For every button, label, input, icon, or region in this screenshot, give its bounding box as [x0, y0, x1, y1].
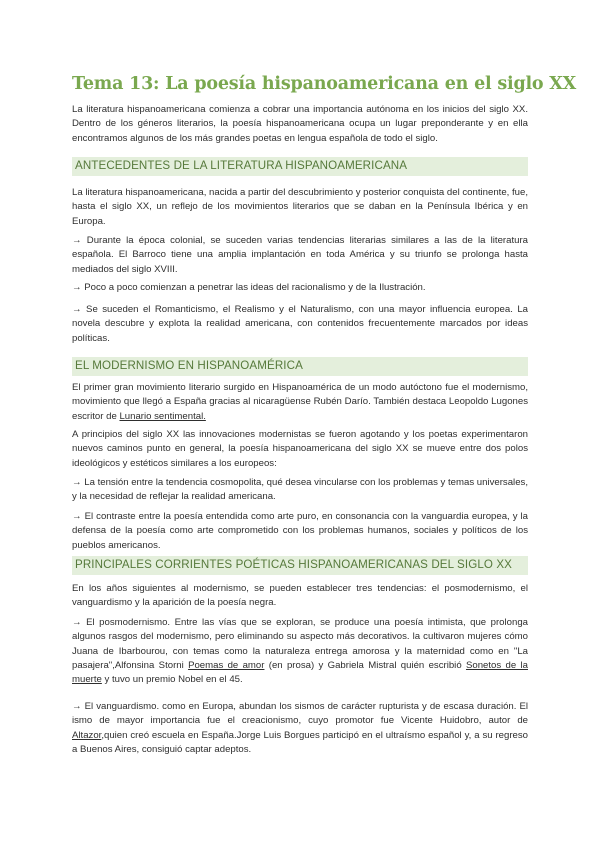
- paragraph-vanguardismo: [72, 700, 528, 757]
- section-heading-text: PRINCIPALES CORRIENTES POÉTICAS HISPANOAMERICANAS DEL SIGLO XX: [75, 558, 512, 571]
- paragraph-text-part: (en prosa) y Gabriela Mistral quién escribió: [264, 659, 466, 671]
- paragraph: [72, 476, 528, 505]
- work-title: Altazor: [72, 729, 102, 741]
- paragraph: [72, 381, 528, 424]
- page-title: Tema 13: La poesía hispanoamericana en el siglo XX: [72, 74, 577, 94]
- paragraph-text: → El contraste entre la poesía entendida como arte puro, en consonancia con la vanguardia europea, y la defensa de la poesía como arte comprometido con los problemas humanos, sociales y políticos de los pueblos americanos.: [72, 511, 528, 551]
- paragraph-text: → La tensión entre la tendencia cosmopolita, qué desea vincularse con los problemas y temas universales, y la necesidad de reflejar la realidad americana.: [72, 477, 528, 503]
- paragraph: [72, 303, 528, 346]
- paragraph: [72, 582, 528, 611]
- paragraph-text: → Durante la época colonial, se suceden varias tendencias literarias similares a las de la literatura española. El Barroco tiene una amplia implantación en toda América y su triunfo se prolonga hasta mediados del siglo XVIII.: [72, 235, 528, 275]
- paragraph-text: → Se suceden el Romanticismo, el Realismo y el Naturalismo, con una mayor influencia europea. La novela descubre y explota la realidad americana, con contenidos frecuentemente marcados por ideas políticas.: [72, 304, 528, 344]
- paragraph-text-part: → El vanguardismo. como en Europa, abundan los sismos de carácter rupturista y de escasa duración. El ismo de mayor importancia fue el creacionismo, cuyo promotor fue Vicente Huidobro, autor de: [72, 701, 528, 727]
- section-heading-modernismo: [72, 357, 528, 376]
- section-heading-antecedentes: [72, 157, 528, 176]
- paragraph-posmodernismo: [72, 616, 528, 687]
- section-heading-corrientes: [72, 556, 528, 575]
- paragraph-text: A principios del siglo XX las innovaciones modernistas se fueron agotando y los poetas experimentaron nuevos caminos punto en general, la poesía hispanoamericana del siglo XX se mueve entre dos polos ideológicos y estéticos similares a los europeos:: [72, 429, 528, 469]
- paragraph-text: [72, 700, 528, 757]
- paragraph-text-part: ,quien creó escuela en España.Jorge Luis Borgues participó en el ultraísmo español y, a su regreso a Buenos Aires, consiguió captar adeptos.: [72, 729, 528, 755]
- paragraph: [72, 234, 528, 277]
- paragraph-text: En los años siguientes al modernismo, se pueden establecer tres tendencias: el posmodernismo, el vanguardismo y la aparición de la poesía negra.: [72, 583, 528, 609]
- section-heading-text: EL MODERNISMO EN HISPANOAMÉRICA: [75, 359, 303, 372]
- intro-text: La literatura hispanoamericana comienza a cobrar una importancia autónoma en los inicios del siglo XX. Dentro de los géneros literarios, la poesía hispanoamericana ocupa un lugar preponderante y en ella encontramos algunos de los más grandes poetas en lengua española de todo el siglo.: [72, 104, 528, 144]
- work-title: Sonetos de la muerte: [72, 659, 528, 686]
- work-title: Lunario sentimental.: [119, 410, 206, 422]
- paragraph-text: [72, 616, 528, 687]
- paragraph-text: → Poco a poco comienzan a penetrar las ideas del racionalismo y de la Ilustración.: [72, 282, 426, 293]
- paragraph: [72, 186, 528, 229]
- paragraph-text-part: y tuvo un premio Nobel en el 45.: [101, 674, 243, 686]
- work-title: Poemas de amor: [188, 659, 265, 671]
- intro-paragraph: [72, 103, 528, 146]
- section-heading-text: ANTECEDENTES DE LA LITERATURA HISPANOAMERICANA: [75, 159, 408, 172]
- paragraph: [72, 428, 528, 471]
- paragraph-text-part: → El posmodernismo. Entre las vías que se exploran, se produce una poesía intimista, que prolonga algunos rasgos del modernismo, pero eliminando su aspecto más decorativos. la cultivaron mujeres cómo Juana de Ibarbourou, con temas como la naturaleza entrega amorosa y la maternidad como en "La pasajera",Alfonsina Storni: [72, 617, 528, 671]
- paragraph-text: [72, 381, 528, 424]
- paragraph-text-part: El primer gran movimiento literario surgido en Hispanoamérica de un modo autóctono fue el modernismo, movimiento que llegó a España gracias al nicaragüense Rubén Darío. También destaca Leopoldo Lugones escritor de: [72, 382, 528, 422]
- paragraph: [72, 510, 528, 553]
- paragraph-text: La literatura hispanoamericana, nacida a partir del descubrimiento y posterior conquista del continente, fue, hasta el siglo XX, un reflejo de los movimientos literarios que se daban en la Península Ibérica y en Europa.: [72, 187, 528, 227]
- paragraph: [72, 281, 528, 295]
